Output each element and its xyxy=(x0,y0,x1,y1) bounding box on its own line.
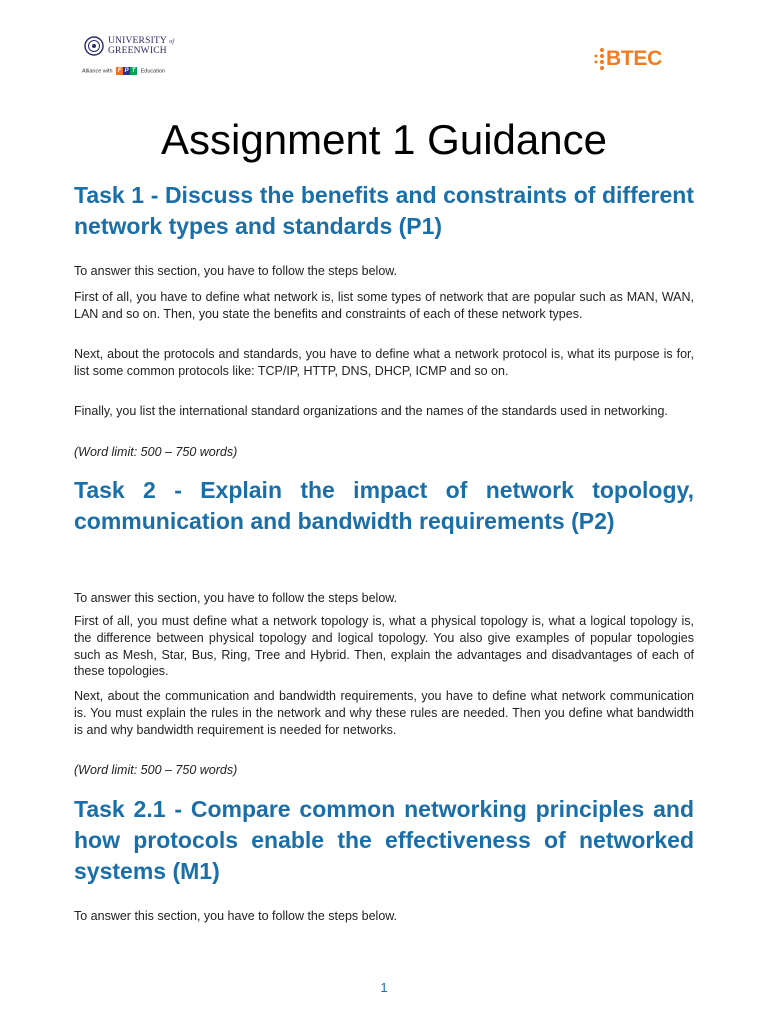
paragraph: To answer this section, you have to follow the steps below. xyxy=(74,264,398,278)
page-number: 1 xyxy=(380,980,388,995)
section-heading: Task 2 - Explain the impact of network topology, communication and bandwidth requirements (P2) xyxy=(74,477,694,534)
paragraph: Next, about the communication and bandwidth requirements, you have to define what network communication is. You must explain the rules in the network and why these rules are needed. Then you define what bandwidth is and why bandwidth requirement is needed for networks. xyxy=(74,689,694,737)
paragraph: Next, about the protocols and standards, you have to define what a network protocol is, what its purpose is for, list some common protocols like: TCP/IP, HTTP, DNS, DHCP, ICMP and so on. xyxy=(74,347,694,378)
paragraph: First of all, you must define what a network topology is, what a physical topology is, what a logical topology is, the difference between physical topology and logical topology. You also give examples of popular topologies such as Mesh, Star, Bus, Ring, Tree and Hybrid. Then, explain the advantages and disadvantages of each of these topologies. xyxy=(74,614,694,679)
word-limit-note: (Word limit: 500 – 750 words) xyxy=(74,763,238,777)
btec-label: BTEC xyxy=(606,47,662,70)
university-name xyxy=(108,37,174,56)
btec-logo xyxy=(593,44,683,74)
btec-dots-icon xyxy=(593,46,605,72)
section-task-2-1 xyxy=(74,794,694,887)
university-name-of: of xyxy=(169,39,175,45)
section-task-1-body-2 xyxy=(74,289,694,323)
section-task-2-body-2 xyxy=(74,613,694,680)
word-limit-note: (Word limit: 500 – 750 words) xyxy=(74,445,238,459)
fpt-letter-f: F xyxy=(117,68,122,74)
alliance-line xyxy=(82,67,165,75)
university-name-line2: GREENWICH xyxy=(108,46,167,56)
section-task-1-body xyxy=(74,263,694,280)
fpt-logo xyxy=(116,67,137,75)
section-task-1-note xyxy=(74,444,694,461)
fpt-letter-t: T xyxy=(131,68,136,74)
section-task-2-1-body xyxy=(74,908,694,925)
section-task-2-note xyxy=(74,762,694,779)
paragraph: First of all, you have to define what network is, list some types of network that are popular such as MAN, WAN, LAN and so on. Then, you state the benefits and constraints of each of these network types. xyxy=(74,290,694,321)
document-title: Assignment 1 Guidance xyxy=(161,116,607,163)
alliance-prefix: Alliance with xyxy=(82,68,113,75)
section-task-1-body-4 xyxy=(74,403,694,420)
section-task-2 xyxy=(74,475,694,537)
alliance-suffix: Education xyxy=(140,68,166,75)
paragraph: Finally, you list the international standard organizations and the names of the standards used in networking. xyxy=(74,404,668,418)
university-crest-icon xyxy=(84,36,104,56)
fpt-letter-p: P xyxy=(124,68,129,74)
paragraph: To answer this section, you have to follow the steps below. xyxy=(74,591,398,605)
university-name-line1: UNIVERSITY xyxy=(108,36,167,46)
university-of-greenwich-logo xyxy=(82,36,192,84)
section-heading: Task 2.1 - Compare common networking principles and how protocols enable the effectiveness of networked systems (M1) xyxy=(74,796,694,884)
section-task-2-body xyxy=(74,590,694,607)
section-heading: Task 1 - Discuss the benefits and constraints of different network types and standards (P1) xyxy=(74,182,694,239)
section-task-1-body-3 xyxy=(74,346,694,380)
section-task-1 xyxy=(74,180,694,242)
paragraph: To answer this section, you have to follow the steps below. xyxy=(74,909,398,923)
section-task-2-body-3 xyxy=(74,688,694,738)
